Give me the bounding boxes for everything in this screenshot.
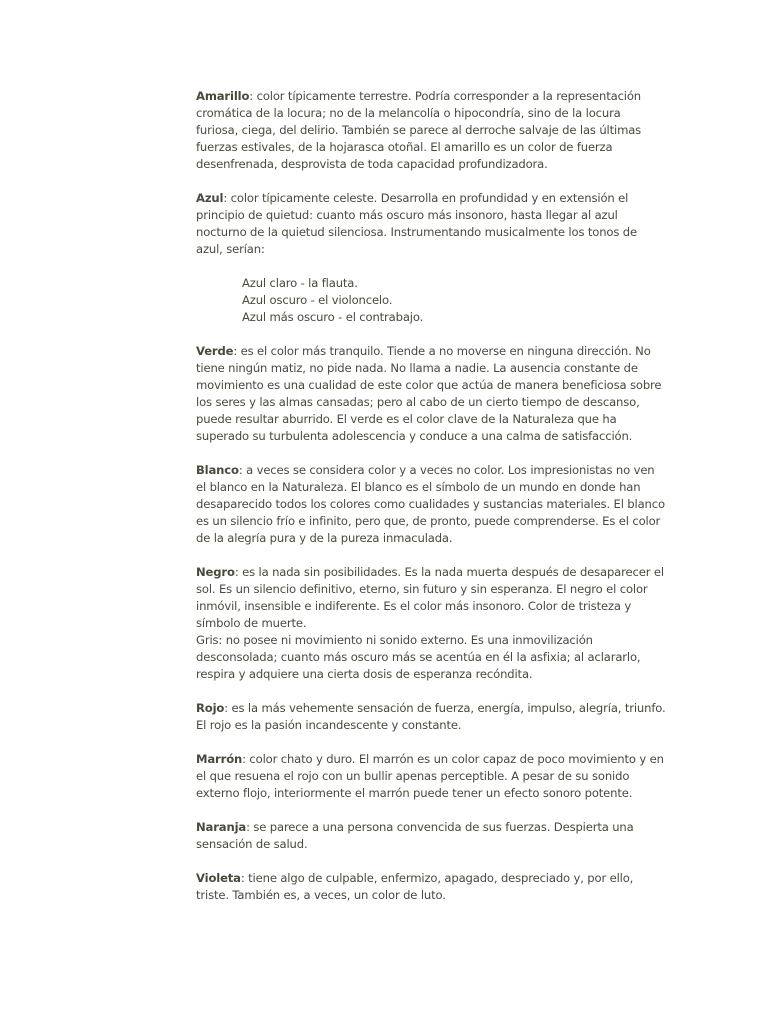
entry-marron [196, 751, 666, 802]
entry-blanco [196, 462, 666, 547]
text-blanco: : a veces se considera color y a veces no color. Los impresionistas no ven el blanco en la Naturaleza. El blanco es el símbolo de un mundo en donde han desaparecido todos los colores como cualidades y sustancias materiales. El blanco es un silencio frío e infinito, pero que, de pronto, puede comprenderse. Es el color de la alegría pura y de la pureza inmaculada. [196, 463, 665, 545]
entry-verde [196, 343, 666, 445]
text-verde: : es el color más tranquilo. Tiende a no moverse en ninguna dirección. No tiene ningún matiz, no pide nada. No llama a nadie. La ausencia constante de movimiento es una cualidad de este color que actúa de manera beneficiosa sobre los seres y las almas cansadas; pero al cabo de un cierto tiempo de descanso, puede resultar aburrido. El verde es el color clave de la Naturaleza que ha superado su turbulenta adolescencia y conduce a una calma de satisfacción. [196, 344, 662, 443]
entry-amarillo [196, 88, 666, 173]
text-naranja: : se parece a una persona convencida de sus fuerzas. Despierta una sensación de salud. [196, 820, 634, 851]
text-azul: : color típicamente celeste. Desarrolla en profundidad y en extensión el principio de quietud: cuanto más oscuro más insonoro, hasta llegar al azul nocturno de la quietud silenciosa. Instrumentando musicalmente los tonos de azul, serían: [196, 191, 637, 256]
text-violeta: : tiene algo de culpable, enfermizo, apagado, despreciado y, por ello, triste. También es, a veces, un color de luto. [196, 871, 634, 902]
document-body [196, 88, 666, 921]
list-item: Azul más oscuro - el contrabajo. [242, 310, 424, 324]
entry-gris [196, 632, 666, 683]
term-azul: Azul [196, 191, 224, 205]
text-gris: Gris: no posee ni movimiento ni sonido externo. Es una inmovilización desconsolada; cuanto más oscuro más se acentúa en él la asfixia; al aclararlo, respira y adquiere una cierta dosis de esperanza recóndita. [196, 633, 641, 681]
text-amarillo: : color típicamente terrestre. Podría corresponder a la representación cromática de la locura; no de la melancolía o hipocondría, sino de la locura furiosa, ciega, del delirio. También se parece al derroche salvaje de las últimas fuerzas estivales, de la hojarasca otoñal. El amarillo es un color de fuerza desenfrenada, desprovista de toda capacidad profundizadora. [196, 89, 642, 171]
term-naranja: Naranja [196, 820, 247, 834]
entry-negro [196, 564, 666, 632]
term-verde: Verde [196, 344, 234, 358]
term-negro: Negro [196, 565, 235, 579]
entry-naranja [196, 819, 666, 853]
entry-azul [196, 190, 666, 258]
entry-rojo [196, 700, 666, 734]
text-negro: : es la nada sin posibilidades. Es la nada muerta después de desaparecer el sol. Es un silencio definitivo, eterno, sin futuro y sin esperanza. El negro el color inmóvil, insensible e indiferente. Es el color más insonoro. Color de tristeza y símbolo de muerte. [196, 565, 664, 630]
text-rojo: : es la más vehemente sensación de fuerza, energía, impulso, alegría, triunfo. El rojo es la pasión incandescente y constante. [196, 701, 666, 732]
term-amarillo: Amarillo [196, 89, 250, 103]
text-marron: : color chato y duro. El marrón es un color capaz de poco movimiento y en el que resuena el rojo con un bullir apenas perceptible. A pesar de su sonido externo flojo, interiormente el marrón puede tener un efecto sonoro potente. [196, 752, 664, 800]
list-item: Azul claro - la flauta. [242, 276, 358, 290]
list-item: Azul oscuro - el violoncelo. [242, 293, 393, 307]
term-blanco: Blanco [196, 463, 239, 477]
term-violeta: Violeta [196, 871, 241, 885]
azul-instrument-list [242, 275, 666, 326]
term-rojo: Rojo [196, 701, 225, 715]
entry-violeta [196, 870, 666, 904]
term-marron: Marrón [196, 752, 243, 766]
